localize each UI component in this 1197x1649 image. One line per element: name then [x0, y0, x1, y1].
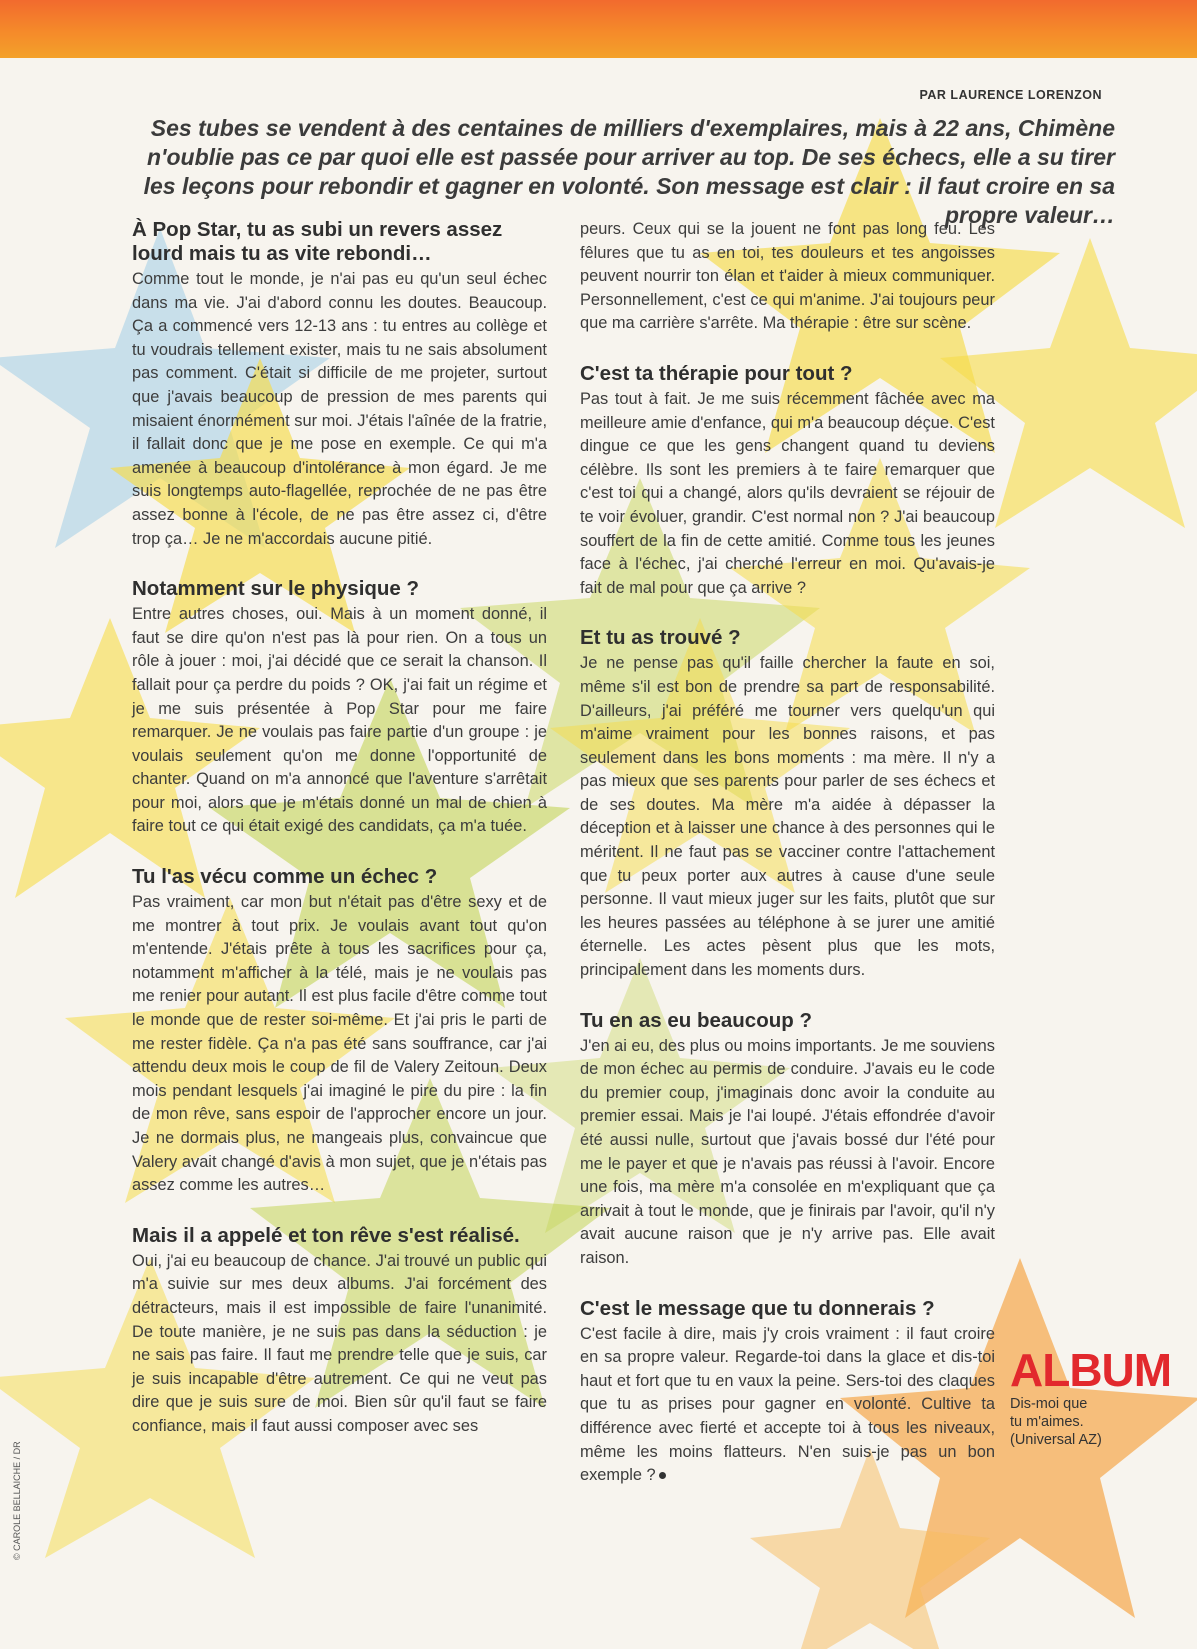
question-5: C'est ta thérapie pour tout ? [580, 361, 853, 385]
question-4: Mais il a appelé et ton rêve s'est réalisé. [132, 1223, 520, 1247]
question-6: Et tu as trouvé ? [580, 626, 741, 650]
question-1: À Pop Star, tu as subi un revers assez lourd mais tu as vite rebondi… [132, 218, 503, 265]
answer-2: Entre autres choses, oui. Mais à un moment donné, il faut se dire qu'on n'est pas là pour rien. On a tous un rôle à jouer : moi, j'ai décidé que ce serait la chanson. Il fallait pour ça perdre du poids ? OK, j'ai fait un régime et je me suis présentée à Pop Star pour me faire remarquer. Je ne voulais pas faire partie d'un groupe : je voulais seulement qu'on me donne l'opportunité de chanter. Quand on m'a annoncé que l'aventure s'arrêtait pour moi, alors que je m'étais donné un mal de chien à faire tout ce qui était exigé des candidats, ça m'a tuée. [132, 605, 547, 836]
top-color-band [0, 0, 1197, 58]
question-2: Notamment sur le physique ? [132, 577, 420, 601]
question-8: C'est le message que tu donnerais ? [580, 1296, 935, 1320]
photo-credit: © CAROLE BELLAICHE / DR [12, 1441, 22, 1560]
end-bullet-icon [659, 1472, 666, 1479]
answer-4: Oui, j'ai eu beaucoup de chance. J'ai trouvé un public qui m'a suivie sur mes deux albums. J'ai forcément des détracteurs, mais il est impossible de faire l'unanimité. De toute manière, je ne suis pas dans la séduction : je ne sais pas faire. Il faut me prendre telle que je suis, car je suis incapable d'être autrement. Ce qui ne veut pas dire que je suis sure de moi. Bien sûr qu'il faut se faire confiance, mais il faut aussi composer avec ses [132, 1251, 547, 1435]
answer-5: Pas tout à fait. Je me suis récemment fâchée avec ma meilleure amie d'enfance, qui m'a beaucoup déçue. C'est dingue ce que les gens changent quand tu deviens célèbre. Ils sont les premiers à te faire remarquer que c'est toi qui a changé, alors qu'ils devraient se réjouir de te voir évoluer, grandir. C'est normal non ? J'ai beaucoup souffert de la fin de cette amitié. Comme tous les jeunes face à l'échec, j'ai cherché l'erreur en moi. Qu'avais-je fait de mal pour que ça arrive ? [580, 389, 995, 597]
question-7: Tu en as eu beaucoup ? [580, 1008, 812, 1032]
right-column [580, 218, 995, 1488]
album-name-line-1: Dis-moi que [1010, 1396, 1088, 1412]
byline: PAR LAURENCE LORENZON [919, 88, 1102, 102]
answer-4-continued: peurs. Ceux qui se la jouent ne font pas long feu. Les fêlures que tu as en toi, tes douleurs et tes angoisses peuvent nourrir ton élan et t'aider à mieux communiquer. Personnellement, c'est ce qui m'anime. J'ai toujours peur que ma carrière s'arrête. Ma thérapie : être sur scène. [580, 220, 995, 333]
intro-text: Ses tubes se vendent à des centaines de milliers d'exemplaires, mais à 22 ans, Chimène n'oublie pas ce par quoi elle est passée pour arriver au top. De ses échecs, elle a su tirer les leçons pour rebondir et gagner en volonté. Son message est clair : il faut croire en sa propre valeur… [143, 115, 1115, 228]
answer-6: Je ne pense pas qu'il faille chercher la faute en soi, même s'il est bon de prendre sa part de responsabilité. D'ailleurs, j'ai préféré me tourner vers quelqu'un qui m'aime vraiment pour les bonnes raisons, et pas seulement dans les bons moments : ma mère. Il n'y a pas mieux que ses parents pour parler de ses échecs et de ses doutes. Ma mère m'a aidée à dépasser la déception et à laisser une chance à des personnes qui le méritent. Il ne faut pas se vacciner contre l'attachement que tu peux porter aux autres à cause d'une seule personne. Il vaut mieux juger sur les faits, plutôt que sur les heures passées au téléphone à se jurer une amitié éternelle. Les actes pèsent plus que les mots, principalement dans les moments durs. [580, 654, 995, 980]
answer-7: J'en ai eu, des plus ou moins importants. Je me souviens de mon échec au permis de conduire. J'avais eu le code du premier coup, j'imaginais donc avoir la conduite au premier essai. Mais je l'ai loupé. J'étais effondrée d'avoir été aussi nulle, surtout que j'avais bossé dur l'été pour me le payer et que je n'avais pas réussi à l'avoir. Encore une fois, ma mère m'a consolée en m'expliquant que ça arrivait à tout le monde, que je finirais par l'avoir, qu'il n'y avait aucune raison que je n'y arrive pas. Elle avait raison. [580, 1036, 995, 1267]
album-title: ALBUM [1010, 1344, 1172, 1396]
album-details [1010, 1395, 1160, 1449]
album-label: (Universal AZ) [1010, 1432, 1102, 1448]
question-3: Tu l'as vécu comme un échec ? [132, 865, 438, 889]
album-box [1010, 1344, 1172, 1449]
answer-1: Comme tout le monde, je n'ai pas eu qu'un seul échec dans ma vie. J'ai d'abord connu les doutes. Beaucoup. Ça a commencé vers 12-13 ans : tu entres au collège et tu voudrais tellement exister, mais tu ne sais absolument pas comment. C'était si difficile de me projeter, surtout que j'avais beaucoup de pression de mes parents qui misaient énormément sur moi. J'étais l'aînée de la fratrie, il fallait donc que je me pose en exemple. Ce qui m'a amenée à beaucoup d'intolérance à mon égard. Je me suis longtemps auto-flagellée, reprochée de ne pas être assez bonne à l'école, de ne pas être assez ci, d'être trop ça… Je ne m'accordais aucune pitié. [132, 270, 547, 548]
answer-8 [580, 1323, 995, 1488]
album-name-line-2: tu m'aimes. [1010, 1414, 1084, 1430]
answer-8-text: C'est facile à dire, mais j'y crois vraiment : il faut croire en sa propre valeur. Regarde-toi dans la glace et dis-toi haut et fort que tu en vaux la peine. Sers-toi des claques que tu as prises pour gagner en volonté. Cultive ta différence avec fierté et accepte toi à tous les niveaux, même les moins flatteurs. N'en suis-je pas un bon exemple ? [580, 1324, 995, 1485]
left-column [132, 218, 547, 1439]
answer-3: Pas vraiment, car mon but n'était pas d'être sexy et de me montrer à tout prix. Je voulais avant tout qu'on m'entende. J'étais prête à tous les sacrifices pour ça, notamment m'afficher à la télé, mais je ne voulais pas me renier pour autant. Il est plus facile d'être comme tout le monde que de rester soi-même. Et j'ai pris le parti de me rester fidèle. Ça n'a pas été sans souffrance, car j'ai attendu deux mois le coup de fil de Valery Zeitoun. Deux mois pendant lesquels j'ai imaginé le pire du pire : la fin de mon rêve, sans espoir de l'approcher encore un jour. Je ne dormais plus, ne mangeais plus, convaincue que Valery avait changé d'avis à mon sujet, que je n'étais pas assez comme les autres… [132, 893, 547, 1195]
